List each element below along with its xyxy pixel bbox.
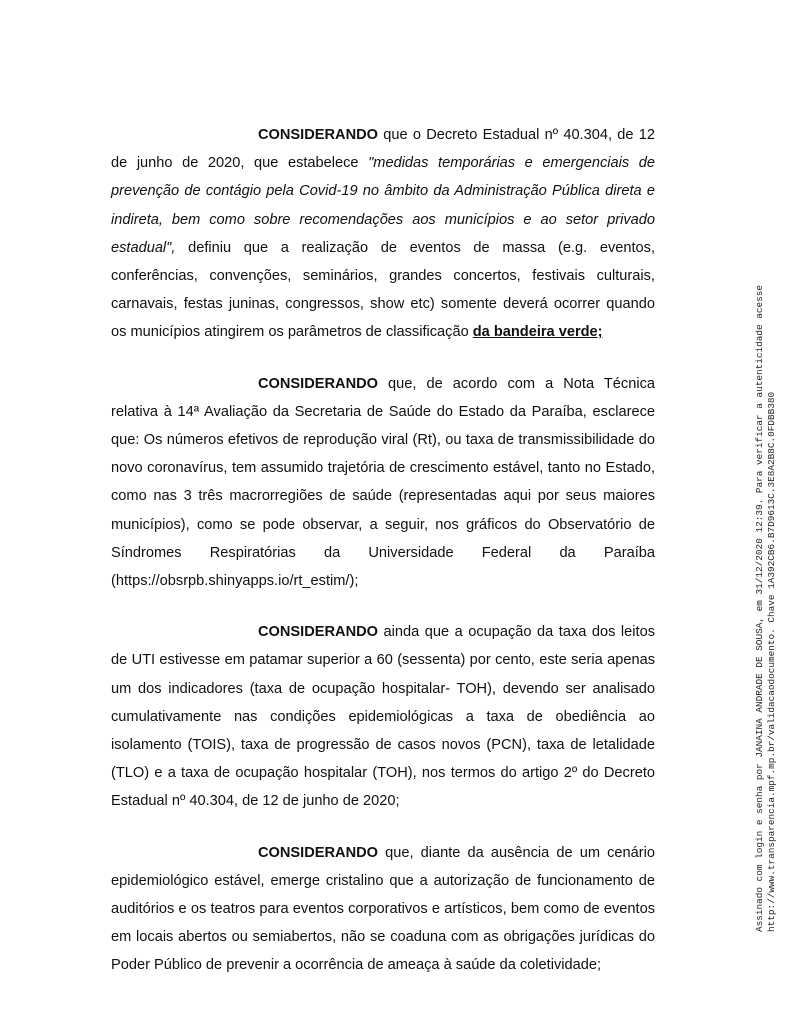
- paragraph-text: ainda que a ocupação da taxa dos leitos de UTI estivesse em patamar superior a 60 (sessenta) por cento, este seria apenas um dos indicadores (taxa de ocupação hospitalar- TOH), devendo ser analisado cumulativamente nas condições epidemiológicas a taxa de obediência ao isolamento (TOIS), taxa de progressão de casos novos (PCN), taxa de letalidade (TLO) e a taxa de ocupação hospitalar (TOH), nos termos do artigo 2º do Decreto Estadual nº 40.304, de 12 de junho de 2020;: [111, 624, 655, 810]
- decree-quote: "medidas temporárias e emergenciais de prevenção de contágio pela Covid-19 no âmbito da Administração Pública direta e indireta, bem como sobre recomendações aos municípios e ao setor privado estadual",: [111, 155, 655, 256]
- considerando-heading: CONSIDERANDO: [258, 127, 378, 143]
- paragraph-1: [111, 121, 655, 347]
- paragraph-2: [111, 370, 655, 596]
- digital-signature-note: [754, 285, 778, 932]
- considerando-heading: CONSIDERANDO: [258, 844, 378, 861]
- paragraph-3: [111, 618, 655, 815]
- signature-line-2: http://www.transparencia.mpf.mp.br/validacaodocumento. Chave 1A392CB6.B7D9613C.3E8A2B8C.0FDBB380: [766, 391, 777, 932]
- paragraph-4: [111, 839, 655, 980]
- paragraph-text: que, de acordo com a Nota Técnica relativa à 14ª Avaliação da Secretaria de Saúde do Estado da Paraíba, esclarece que: Os números efetivos de reprodução viral (Rt), ou taxa de transmissibilidade do novo coronavírus, tem assumido trajetória de crescimento estável, tanto no Estado, como nas 3 três macrorregiões de saúde (representadas aqui por seus maiores municípios), como se pode observar, a seguir, nos gráficos do Observatório de Síndromes Respiratórias da Universidade Federal da Paraíba (https://obsrpb.shinyapps.io/rt_estim/);: [111, 375, 655, 590]
- document-body: [111, 121, 655, 1003]
- signature-line-1: Assinado com login e senha por JANAINA ANDRADE DE SOUSA, em 31/12/2020 12:39. Para verificar a autenticidade acesse: [754, 285, 765, 932]
- green-flag-emphasis: da bandeira verde;: [472, 324, 603, 341]
- paragraph-text: definiu que a realização de eventos de massa (e.g. eventos, conferências, convenções, seminários, grandes concertos, festivais culturais, carnavais, festas juninas, congressos, show etc) somente deverá ocorrer quando os municípios atingirem os parâmetros de classificação: [111, 239, 655, 341]
- paragraph-text: que, diante da ausência de um cenário epidemiológico estável, emerge cristalino que a autorização de funcionamento de auditórios e os teatros para eventos corporativos e artísticos, bem como de eventos em locais abertos ou semiabertos, não se coaduna com as obrigações jurídicas do Poder Público de prevenir a ocorrência de ameaça à saúde da coletividade;: [111, 844, 655, 974]
- considerando-heading: CONSIDERANDO: [258, 624, 378, 641]
- paragraph-text: que o Decreto Estadual nº 40.304, de 12 de junho de 2020, que estabelece: [111, 127, 655, 172]
- considerando-heading: CONSIDERANDO: [258, 375, 378, 392]
